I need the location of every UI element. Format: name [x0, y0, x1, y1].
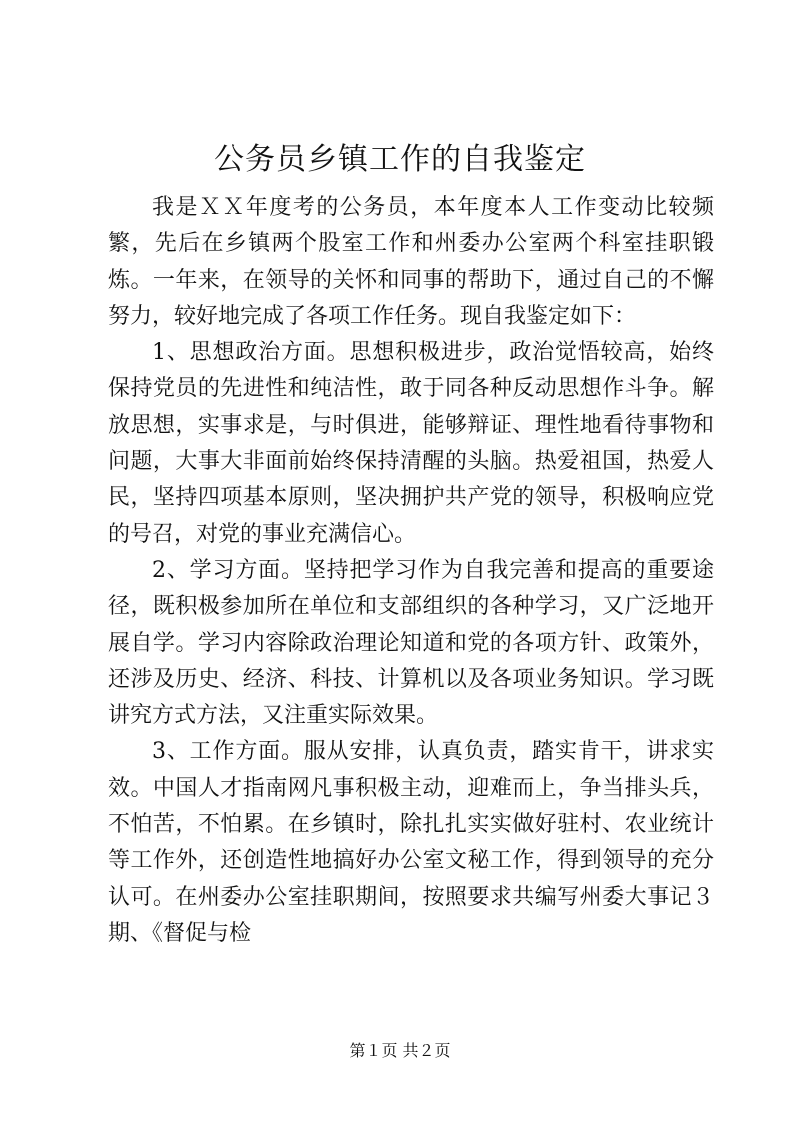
paragraph-study: 2、学习方面。坚持把学习作为自我完善和提高的重要途径，既积极参加所在单位和支部组织的各种学习，又广泛地开展自学。学习内容除政治理论知道和党的各项方针、政策外，还涉及历史、经济、科技、计算机以及各项业务知识。学习既讲究方式方法，又注重实际效果。 — [108, 557, 714, 729]
page-footer: 第１页 共２页 — [349, 1041, 451, 1060]
paragraph-intro: 我是ＸＸ年度考的公务员，本年度本人工作变动比较频繁，先后在乡镇两个股室工作和州委办公室两个科室挂职锻炼。一年来，在领导的关怀和同事的帮助下，通过自己的不懈努力，较好地完成了各项工作任务。现自我鉴定如下： — [108, 195, 714, 329]
paragraph-political: 1、思想政治方面。思想积极进步，政治觉悟较高，始终保持党员的先进性和纯洁性，敢于同各种反动思想作斗争。解放思想，实事求是，与时俱进，能够辩证、理性地看待事物和问题，大事大非面前始终保持清醒的头脑。热爱祖国，热爱人民，坚持四项基本原则，坚决拥护共产党的领导，积极响应党的号召，对党的事业充满信心。 — [108, 340, 714, 547]
document-title: 公务员乡镇工作的自我鉴定 — [214, 142, 586, 177]
paragraph-work: 3、工作方面。服从安排，认真负责，踏实肯干，讲求实效。中国人才指南网凡事积极主动，迎难而上，争当排头兵，不怕苦，不怕累。在乡镇时，除扎扎实实做好驻村、农业统计等工作外，还创造性地搞好办公室文秘工作，得到领导的充分认可。在州委办公室挂职期间，按照要求共编写州委大事记３期、《督促与检 — [108, 739, 714, 946]
document-body — [108, 190, 714, 952]
